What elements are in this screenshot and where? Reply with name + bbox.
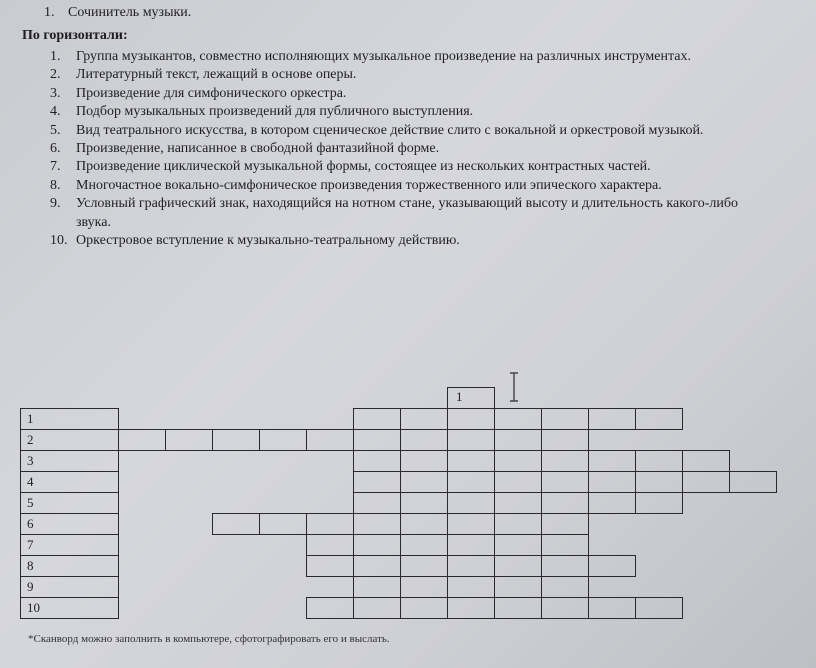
crossword-cell[interactable] [682,450,730,472]
crossword-cell[interactable] [400,471,448,493]
clue-number: 1. [50,49,61,64]
crossword-cell[interactable] [447,576,495,598]
clue-number: 2. [50,67,61,83]
row-label-box [20,513,119,535]
row-number: 6 [27,516,34,531]
clue-text: Оркестровое вступление к музыкально-театральному действию. [76,233,460,249]
crossword-cell[interactable] [494,576,542,598]
crossword-cell[interactable] [447,597,495,619]
vertical-clue-text: Сочинитель музыки. [68,5,192,20]
crossword-cell[interactable] [212,513,260,535]
row-number: 2 [27,432,34,447]
clue-text: Условный графический знак, находящийся на нотном стане, указывающий высоту и длительность какого-либо звука. [76,196,738,230]
vertical-number-label: 1 [456,389,463,404]
crossword-cell[interactable] [400,576,448,598]
row-label-box [20,555,119,577]
text-cursor-icon [508,372,520,402]
crossword-cell[interactable] [447,450,495,472]
crossword-cell[interactable] [635,450,683,472]
crossword-cell[interactable] [588,408,636,430]
vertical-start-cell[interactable] [447,387,495,409]
row-number: 8 [27,558,34,573]
crossword-cell[interactable] [353,597,401,619]
crossword-cell[interactable] [494,534,542,556]
row-label-box [20,408,119,430]
crossword-cell[interactable] [400,534,448,556]
row-label-box [20,597,119,619]
row-number: 10 [27,600,40,615]
crossword-cell[interactable] [494,429,542,451]
crossword-cell[interactable] [729,471,777,493]
crossword-cell[interactable] [541,429,589,451]
crossword-cell[interactable] [494,492,542,514]
crossword-cell[interactable] [494,597,542,619]
crossword-cell[interactable] [306,555,354,577]
row-label-box [20,534,119,556]
crossword-cell[interactable] [306,597,354,619]
crossword-cell[interactable] [635,597,683,619]
clue-text: Произведение, написанное в свободной фантазийной форме. [76,141,440,157]
crossword-cell[interactable] [494,408,542,430]
row-label-box [20,471,119,493]
clue-number: 8. [50,177,61,193]
row-number: 9 [27,579,34,594]
footnote: *Сканворд можно заполнить в компьютере, сфотографировать его и выслать. [28,633,390,645]
row-number: 7 [27,537,34,552]
crossword-cell[interactable] [306,429,354,451]
crossword-cell[interactable] [541,534,589,556]
crossword-cell[interactable] [588,555,636,577]
crossword-cell[interactable] [447,429,495,451]
crossword-cell[interactable] [400,408,448,430]
row-label-box [20,450,119,472]
crossword-cell[interactable] [494,555,542,577]
vertical-clue-num: 1. [44,5,55,20]
crossword-cell[interactable] [400,555,448,577]
crossword-cell[interactable] [541,408,589,430]
crossword-cell[interactable] [541,471,589,493]
crossword-cell[interactable] [447,408,495,430]
crossword-cell[interactable] [353,471,401,493]
row-label-box [20,429,119,451]
clue-number: 10. [50,233,68,249]
crossword-cell[interactable] [447,534,495,556]
row-number: 3 [27,453,34,468]
crossword-cell[interactable] [494,450,542,472]
crossword-cell[interactable] [306,534,354,556]
crossword-cell[interactable] [541,450,589,472]
crossword-cell[interactable] [353,450,401,472]
row-number: 1 [27,411,34,426]
crossword-cell[interactable] [259,513,307,535]
clue-text: Вид театрального искусства, в котором сценическое действие слито с вокальной и оркестровой музыкой. [76,122,704,138]
clue-text: Литературный текст, лежащий в основе оперы. [76,67,357,83]
crossword-cell[interactable] [588,492,636,514]
clue-number: 3. [50,85,61,101]
crossword-cell[interactable] [494,513,542,535]
crossword-cell[interactable] [588,450,636,472]
crossword-cell[interactable] [588,597,636,619]
crossword-cell[interactable] [306,513,354,535]
clue-text: Произведение циклической музыкальной формы, состоящее из нескольких контрастных частей. [76,159,651,175]
crossword-cell[interactable] [541,492,589,514]
crossword-cell[interactable] [635,408,683,430]
clue-text: Подбор музыкальных произведений для публичного выступления. [76,104,474,120]
crossword-cell[interactable] [400,597,448,619]
crossword-cell[interactable] [165,429,213,451]
crossword-cell[interactable] [400,429,448,451]
crossword-cell[interactable] [588,471,636,493]
crossword-cell[interactable] [541,576,589,598]
crossword-cell[interactable] [447,471,495,493]
crossword-cell[interactable] [494,471,542,493]
clue-number: 7. [50,159,61,175]
crossword-cell[interactable] [541,597,589,619]
crossword-cell[interactable] [541,513,589,535]
crossword-cell[interactable] [353,429,401,451]
clue-number: 9. [50,196,61,212]
clue-text: Многочастное вокально-симфоническое произведения торжественного или эпического характера. [76,177,662,193]
crossword-cell[interactable] [447,513,495,535]
clue-text: Произведение для симфонического оркестра. [76,85,347,101]
clue-number: 4. [50,104,61,120]
crossword-cell[interactable] [682,471,730,493]
horizontal-heading: По горизонтали: [22,28,128,43]
crossword-cell[interactable] [635,471,683,493]
clue-number: 5. [50,122,61,138]
crossword-cell[interactable] [118,429,166,451]
clue-text: Группа музыкантов, совместно исполняющих музыкальное произведение на различных инструментах. [76,49,691,64]
crossword-cell[interactable] [447,555,495,577]
row-label-box [20,576,119,598]
row-label-box [20,492,119,514]
crossword-cell[interactable] [400,450,448,472]
crossword-cell[interactable] [353,555,401,577]
crossword-cell[interactable] [212,429,260,451]
crossword-cell[interactable] [400,513,448,535]
crossword-cell[interactable] [447,492,495,514]
crossword-cell[interactable] [400,492,448,514]
crossword-cell[interactable] [635,492,683,514]
crossword-cell[interactable] [353,408,401,430]
crossword-cell[interactable] [259,429,307,451]
crossword-cell[interactable] [541,555,589,577]
clue-number: 6. [50,141,61,157]
row-number: 5 [27,495,34,510]
crossword-cell[interactable] [353,492,401,514]
crossword-cell[interactable] [353,576,401,598]
row-number: 4 [27,474,34,489]
crossword-cell[interactable] [353,534,401,556]
crossword-cell[interactable] [353,513,401,535]
